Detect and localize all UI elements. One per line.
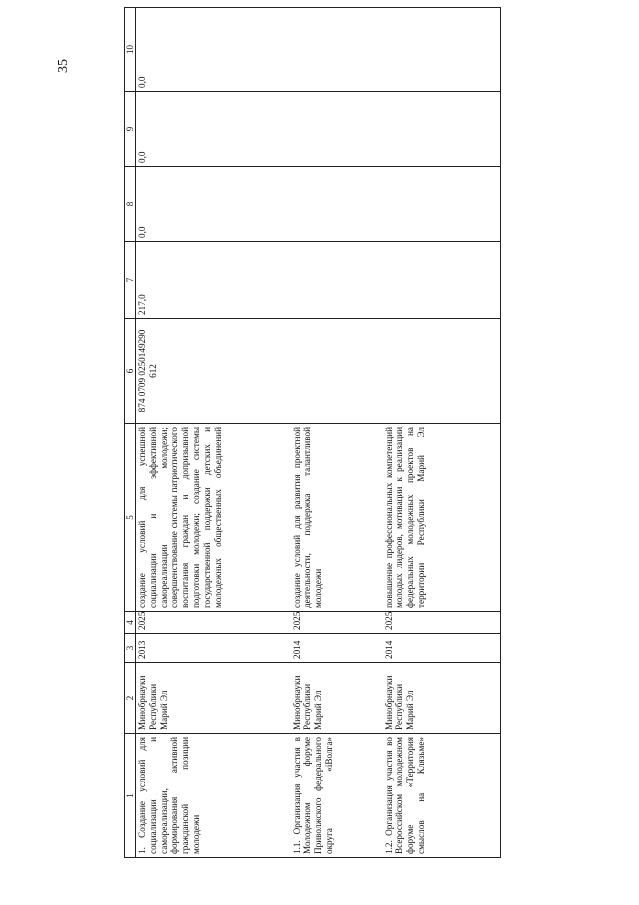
activity-name-cell: 1.2. Организация участия во Всероссийском молодежном форуме «Территория смыслов на Клязьме» <box>383 734 501 858</box>
executor-cell: Минобрнауки Республики Марий Эл <box>383 663 501 734</box>
amount-cell-9 <box>383 92 501 167</box>
amount-cell-10 <box>383 8 501 92</box>
budget-code-cell: 874 0709 0250149290 612 <box>136 319 291 424</box>
end-year-cell: 2025 <box>291 612 383 634</box>
rotated-table-container <box>124 28 599 858</box>
expected-result-cell: создание условий для успешной социализации и эффективной самореализации молодежи; совершенствование системы патриотического воспитания граждан и допризывной подготовки молодежи; создание системы государственной поддержки детских и молодежных общественных объединений <box>136 424 291 612</box>
header-cell-6: 6 <box>125 319 136 424</box>
header-cell-10: 10 <box>125 8 136 92</box>
budget-code-cell <box>291 319 383 424</box>
start-year-cell: 2014 <box>383 634 501 663</box>
header-cell-7: 7 <box>125 242 136 319</box>
start-year-cell: 2014 <box>291 634 383 663</box>
amount-cell-8: 0,0 <box>136 167 291 242</box>
amount-cell-9: 0,0 <box>136 92 291 167</box>
amount-cell-8 <box>291 167 383 242</box>
header-cell-1: 1 <box>125 734 136 858</box>
executor-cell: Минобрнауки Республики Марий Эл <box>291 663 383 734</box>
expected-result-cell: создание условий для развития проектной деятельности, поддержка талантливой молодежи <box>291 424 383 612</box>
header-cell-2: 2 <box>125 663 136 734</box>
table-row <box>291 8 383 858</box>
amount-cell-7 <box>383 242 501 319</box>
executor-cell: Минобрнауки Республики Марий Эл <box>136 663 291 734</box>
header-cell-8: 8 <box>125 167 136 242</box>
amount-cell-9 <box>291 92 383 167</box>
header-row <box>125 8 136 858</box>
header-cell-9: 9 <box>125 92 136 167</box>
activity-name-cell: 1. Создание условий для социализации и самореализации, формирования активной гражданской позиции молодежи <box>136 734 291 858</box>
expected-result-cell: повышение профессиональных компетенций молодых лидеров, мотивации к реализации федеральных молодежных проектов на территории Республики Марий Эл <box>383 424 501 612</box>
amount-cell-10: 0,0 <box>136 8 291 92</box>
table-row <box>136 8 291 858</box>
program-table <box>124 7 501 858</box>
header-cell-5: 5 <box>125 424 136 612</box>
end-year-cell: 2025 <box>383 612 501 634</box>
amount-cell-10 <box>291 8 383 92</box>
budget-code-cell <box>383 319 501 424</box>
start-year-cell: 2013 <box>136 634 291 663</box>
activity-name-cell: 1.1. Организация участия в Молодежном форуме Приволжского федерального округа «iВолга» <box>291 734 383 858</box>
amount-cell-7: 217,0 <box>136 242 291 319</box>
end-year-cell: 2025 <box>136 612 291 634</box>
amount-cell-7 <box>291 242 383 319</box>
page-number: 35 <box>56 59 71 73</box>
header-cell-4: 4 <box>125 612 136 634</box>
header-cell-3: 3 <box>125 634 136 663</box>
table-row <box>383 8 501 858</box>
amount-cell-8 <box>383 167 501 242</box>
